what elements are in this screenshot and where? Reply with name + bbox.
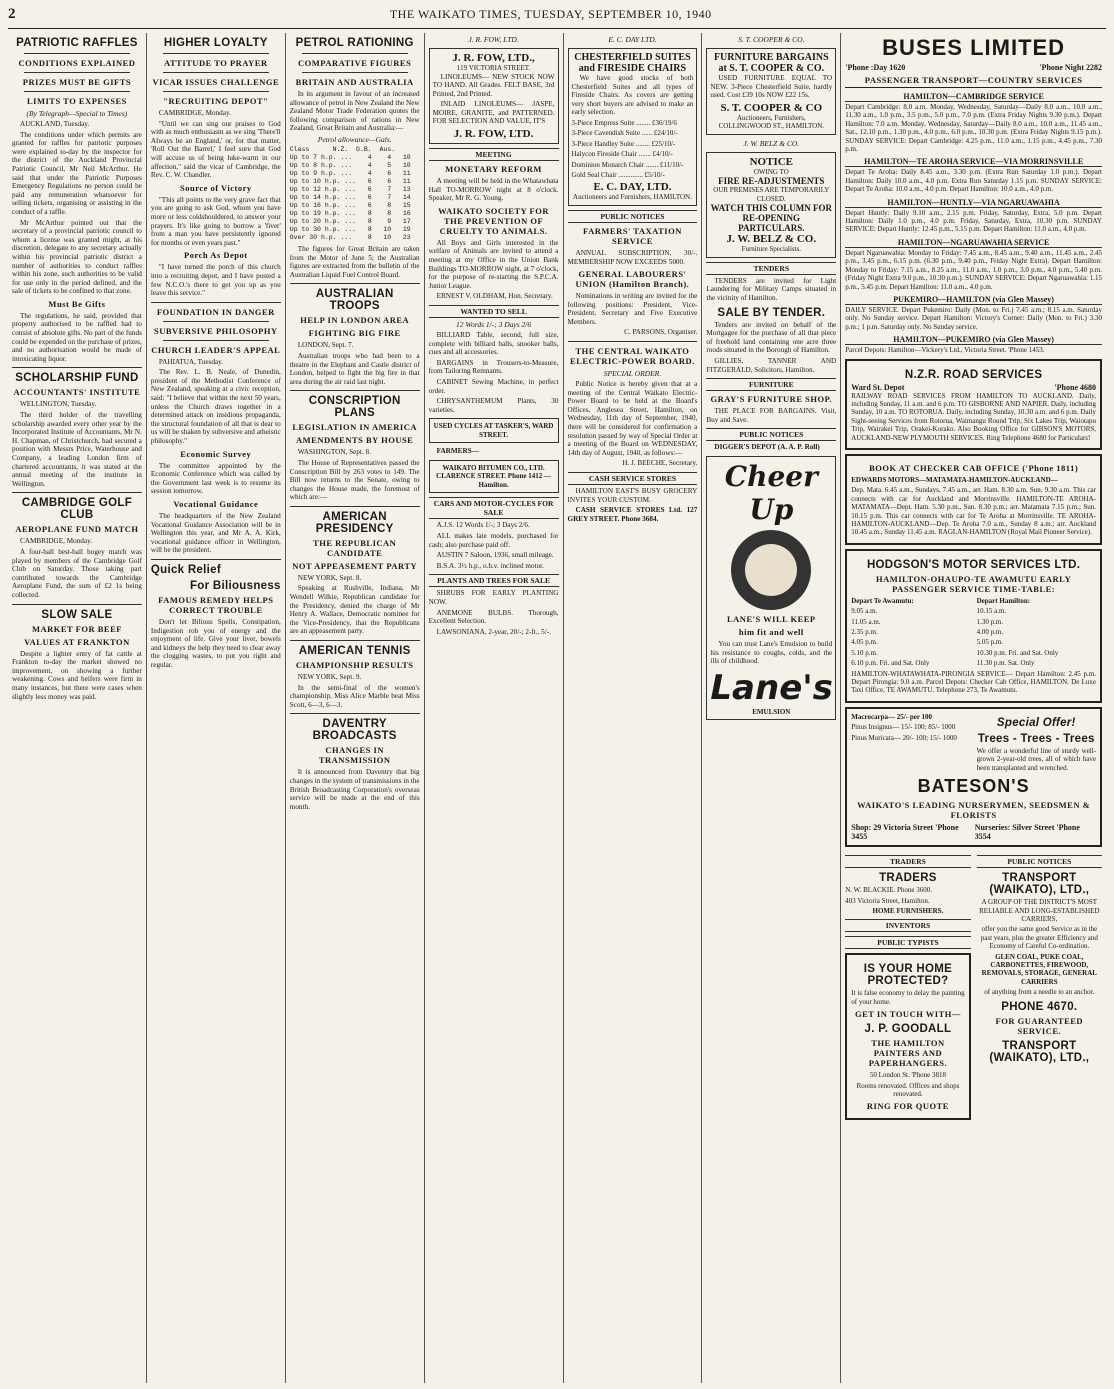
ring-quote: RING FOR QUOTE <box>866 1101 949 1112</box>
subheadline: CHANGES IN TRANSMISSION <box>318 745 391 766</box>
section-head: PLANTS AND TREES FOR SALE <box>429 574 559 587</box>
section-head: TENDERS <box>706 262 836 275</box>
special-offer: Special Offer! <box>996 716 1076 729</box>
table-head: Petrol allowance—Gals. <box>317 134 392 144</box>
crosshead: Source of Victory <box>180 182 252 193</box>
subheadline: SUBVERSIVE PHILOSOPHY <box>154 325 278 336</box>
timetable-entry: 9.05 a.m. <box>851 607 878 616</box>
price-item: 3-Piece Cavendish Suite ...... £24/10/- <box>571 129 678 138</box>
timetable-entry: 10.30 p.m. Fri. and Sat. Only <box>976 648 1059 657</box>
ad-sub: Auctioneers and Furnishers, HAMILTON. <box>573 193 692 202</box>
subheadline: NOT APPEASEMENT PARTY <box>292 560 418 571</box>
classified: LAWSONIANA, 2-year, 20/-; 2-ft., 5/-. <box>436 627 551 636</box>
price-item: Gold Seal Chair .............. £5/10/- <box>571 171 665 179</box>
ad-headline: FURNITURE BARGAINS at S. T. COOPER & CO. <box>713 52 829 74</box>
subheadline: AMENDMENTS BY HOUSE <box>296 435 414 446</box>
headline: AUSTRALIAN TROOPS <box>315 288 394 313</box>
goodall-advert <box>845 953 970 1120</box>
headline: PETROL RATIONING <box>295 37 414 49</box>
ad-text: USED FURNITURE EQUAL TO NEW. 3-Piece Chesterfield Suite, hardly used. Cost £39 10s NOW £22 15s. <box>710 74 833 100</box>
batesons-advert <box>845 707 1102 847</box>
classified: FARMERS— <box>436 447 479 456</box>
ad-signature: J. R. FOW, LTD. <box>453 128 534 141</box>
phone-day: 'Phone :Day 1620 <box>845 63 906 72</box>
table-rows: Up to 7 h.p. ... 4 4 10 Up to 8 h.p. ... 4 5 10 Up to 9 h.p. ... 4 6 11 Up to 10 h.p. ... 6 6 11 Up to 12 h.p. ... 6 7 13 Up to 14 h.p. ... 6 7 14 Up to 16 h.p. ... 6 8 15 Up to 19 h.p. ... 8 8 16 Up to 20 h.p. ... 8 9 17 Up to 30 h.p. ... 8 10 19 Over 30 h.p. ... 8 10 23 <box>289 153 411 241</box>
ad-subtitle: For Biliousness <box>189 579 281 592</box>
subheadline: THE REPUBLICAN CANDIDATE <box>313 537 397 558</box>
checker-cab-advert <box>845 454 1102 545</box>
traders-title: TRADERS <box>879 872 937 885</box>
ad-top-label: S. T. COOPER & CO. <box>738 35 805 44</box>
classified: ALL makes late models, purchased for cash; also purchase paid off. <box>428 532 559 549</box>
ad-line: NOTICE <box>749 155 794 168</box>
classified: ANEMONE BULBS. Thorough, Excellent Selection. <box>428 608 559 626</box>
subheadline: FIGHTING BIG FIRE <box>308 328 401 339</box>
section-head: WANTED TO SELL <box>429 305 559 318</box>
crosshead: Porch As Depot <box>184 250 248 261</box>
classified: CHRYSANTHEMUM Plants, 30 varieties. <box>428 397 559 414</box>
ad-top-label: J. R. FOW, LTD. <box>468 35 519 44</box>
subheadline: VICAR ISSUES CHALLENGE <box>152 77 280 87</box>
bus-services <box>845 92 1102 355</box>
goodall-addr: 50 London St. 'Phone 3818 <box>869 1071 946 1080</box>
column-7 <box>841 33 1106 1383</box>
ad-headline: FAMOUS REMEDY HELPS CORRECT TROUBLE <box>158 594 274 615</box>
notice-signature: GILLIES, TANNER AND FITZGERALD, Solicitors, Hamilton. <box>706 356 837 374</box>
classified: B.S.A. 3½ h.p., o.h.v. inclined motor. <box>436 561 544 570</box>
service-text: DAILY SERVICE. Depart Pukemiro: Daily (Mon. to Fri.) 7.45 a.m.; 8.15 a.m. Saturday only. No Sunday service. Depart Hamilton: Victory's Corner: Daily (Mon. to Fri.) 3.30 p.m.; 1 p.m. Saturday only. No Sunday service. <box>845 305 1102 331</box>
article-text: The headquarters of the New Zealand Vocational Guidance Association will be in Wellington this year, and Mr A. A. Kirk, vocational guidance officer in Wellington, will be the president. <box>150 512 281 555</box>
batesons-sub: WAIKATO'S LEADING NURSERYMEN, SEEDSMEN & FLORISTS <box>857 800 1091 821</box>
service-head: HAMILTON—HUNTLY—VIA NGARUAWAHIA <box>845 198 1102 208</box>
ad-text: Don't let Bilious Spells, Constipation, Indigestion rob you of energy and the enjoyment of life. Give your liver, bowels and kidneys the help they need to clear away the clogging wastes, to put you right and regular. <box>150 617 281 669</box>
article-text: The regulations, he said, provided that property authorised to be raffled had to consist of absolute gifts. No part of the funds could be expended on the purchase of prizes, and no authorisation would be made of intoxicating liquor. <box>12 311 142 363</box>
ad-brand: J. W. BELZ & CO. <box>726 233 817 246</box>
service-text: Depart Cambridge: 8.0 a.m. Monday, Wednesday, Saturday—Daily 8.0 a.m., 10.0 a.m., 11.30 a.m., 1.0 p.m., 3.5 p.m., 5.0 p.m., 7.0 p.m. (Extra Friday Nights 9.30 p.m.). Depart Hamilton: 7.0 a.m. Monday, Wednesday, Saturday—Daily 8.0 a.m., 10.0 a.m., 11.45 a.m., Sat., 12.10 p.m., 1.30 p.m., 4.0 p.m., 6.0 p.m., 10.30 p.m. (Extra Friday Nights 9.15 p.m.). SUNDAY SERVICE: Depart Cambridge: 4.25 p.m., 11.0 a.m., 1.15 p.m., 4.45 p.m., 7.30 p.m. <box>845 103 1102 154</box>
petrol-table <box>290 146 420 242</box>
headline: SLOW SALE <box>41 608 113 621</box>
goodall-foot: Rooms renovated. Offices and shops renovated. <box>856 1081 960 1098</box>
dateline: NEW YORK, Sept. 9. <box>297 673 362 682</box>
book-head: BOOK AT CHECKER CAB OFFICE ('Phone 1811) <box>869 462 1079 473</box>
home-question: IS YOUR HOME PROTECTED? <box>863 963 953 988</box>
timetable-entry: 11.05 a.m. <box>851 617 881 626</box>
hodg-timetable <box>851 597 1096 670</box>
ad-line: OWING TO <box>753 167 789 176</box>
service-text: Parcel Depots: Hamilton—Vickery's Ltd., Victoria Street. 'Phone 1453. <box>845 346 1045 355</box>
left-bottom <box>845 851 970 1124</box>
notice-title: GRAY'S FURNITURE SHOP. <box>710 394 833 405</box>
classified: A.J.S. 12 Words 1/-; 3 Days 2/6. <box>436 521 530 530</box>
headline: DAVENTRY BROADCASTS <box>312 718 397 743</box>
book-text: Dep. Mata. 6.45 a.m., Sundays, 7.45 a.m., arr. Ham. 8.30 a.m. Sun. 9.30 a.m. This car connects with car for Auckland and Morrinsville. HAMILTON-TE AROHA-MATAMATA—Dept. Ham. 5.30 p.m., Sun. 8.30 p.m.; arr. Matamata 7.15 p.m.; Sun. 10.15 p.m. This car connects with car for Te Aroha at Morrinsville. TE AROHA-HAMILTON-AUCKLAND—Dep. Te Aroha 7.0 a.m., Sunday 8 a.m.; arr. Auckland 10.45 a.m., Sunday 11.45 a.m. RAGLAN-HAMILTON (Royal Mail Pioneer Service). <box>851 486 1096 537</box>
ad-top-label: E. C. DAY LTD. <box>608 35 657 44</box>
nzr-depot: Ward St. Depot <box>851 382 905 392</box>
table-cols: Class N.Z. G.B. Aus. <box>289 145 396 153</box>
trees-text: We offer a wonderful line of sturdy well-grown 2-year-old trees, all of which have been transplanted and wrenched. <box>976 746 1096 772</box>
price-item: 3-Piece Handley Suite ........ £25/10/- <box>571 139 676 148</box>
timetable-entry: 5.10 p.m. <box>851 648 878 657</box>
notice-text: TENDERS are invited for Light Laundering for Military Camps situated in the vicinity of Hamilton. <box>706 276 837 302</box>
subheadline: LIMITS TO EXPENSES <box>27 96 127 106</box>
ad-sub: Furniture Specialists. <box>741 245 802 254</box>
notice-title: MONETARY REFORM <box>445 164 542 175</box>
crosshead: Must Be Gifts <box>48 298 106 309</box>
price-item: Halycon Fireside Chair ....... £4/10/- <box>571 150 673 159</box>
ad-top-label: J. W. BELZ & CO. <box>743 138 800 148</box>
subheadline: VALUES AT FRANKTON <box>24 636 130 647</box>
headline: PATRIOTIC RAFFLES <box>16 37 138 49</box>
subheadline: LEGISLATION IN AMERICA <box>292 422 418 433</box>
transport-brand: TRANSPORT (WAIKATO), LTD., <box>989 872 1090 897</box>
service-head: HAMILTON—CAMBRIDGE SERVICE <box>845 92 1102 102</box>
subheadline: ACCOUNTANTS' INSTITUTE <box>13 387 141 398</box>
ad-text: USED CYCLES AT TASKER'S, WARD STREET. <box>433 422 554 439</box>
nzr-phones <box>851 383 1096 392</box>
notice-sub: SPECIAL ORDER. <box>603 369 662 379</box>
ad-text: LINOLEUMS— NEW STOCK NOW TO HAND. All Grades. FELT BASE, 3rd Printed, 2nd Printed. <box>432 72 555 98</box>
columns <box>8 33 1106 1383</box>
section-head: PUBLIC NOTICES <box>568 210 698 223</box>
service-head: HAMILTON—TE AROHA SERVICE—VIA MORRINSVILLE <box>845 157 1102 167</box>
service-text: Depart Te Aroha: Daily 8.45 a.m., 3.30 p.m. (Extra Run Saturday 1.0 p.m.). Depart Hamilton: Daily 10.0 a.m., 4.0 p.m. Extra Run Saturday 1.15 p.m. SUNDAY SERVICE: Depart Te Aroha: 10.0 a.m., 4.0 p.m. Depart Hamilton: 10.0 a.m., 4.0 p.m. <box>845 168 1102 194</box>
bottom-adverts <box>845 851 1102 1124</box>
byline: (By Telegraph—Special to Times) <box>26 109 128 118</box>
subheadline: CONDITIONS EXPLAINED <box>18 58 136 68</box>
section-head: PUBLIC TYPISTS <box>845 936 970 949</box>
nzr-head: N.Z.R. ROAD SERVICES <box>904 368 1043 381</box>
ad-headline: CHESTERFIELD SUITES and FIRESIDE CHAIRS <box>574 52 691 74</box>
trader-line: N. W. BLACKIE. Phone 3600. <box>845 886 932 895</box>
hodg-left <box>851 597 970 670</box>
cycles-advert <box>429 418 559 443</box>
timetable-entry: 10.15 a.m. <box>976 607 1007 616</box>
batesons-shop: Shop: 29 Victoria Street 'Phone 3455 <box>851 823 959 842</box>
section-head: CARS AND MOTOR-CYCLES FOR SALE <box>429 497 559 519</box>
ad-text: You can trust Lane's Emulsion to build his resistance to coughs, colds, and the ills of childhood. <box>710 639 833 666</box>
transport-text: A GROUP OF THE DISTRICT'S MOST RELIABLE AND LONG-ESTABLISHED CARRIERS, <box>979 898 1100 923</box>
transport-list: GLEN COAL, PUKE COAL, CARBONETTES, FIREWOOD, REMOVALS, STORAGE, GENERAL CARRIERS <box>981 952 1097 986</box>
notice-text: ANNUAL SUBSCRIPTION, 30/-. MEMBERSHIP NOW EXCEEDS 5000. <box>567 248 698 266</box>
transport-phone: PHONE 4670. <box>1001 1000 1078 1013</box>
article-text: In the semi-final of the women's championship, Miss Alice Marble beat Miss Scott, 6—3, 6—3. <box>289 683 420 709</box>
notice-text: THE PLACE FOR BARGAINS. Visit, Buy and Save. <box>706 407 837 424</box>
section-head: INVENTORS <box>845 919 970 932</box>
notice-text: A meeting will be held in the Whatawhata Hall TO-MORROW night at 8 o'clock. Speaker, Mr R. G. Young. <box>428 177 559 203</box>
classified: BILLIARD Table, second, full size, complete with billiard balls, snooker balls, cues and all accessories. <box>428 331 559 357</box>
article-text: A four-ball best-ball bogey match was played by members of the Cambridge Golf Club on Saturday. Those taking part contributed towards the Cambridge Aeroplane Fund, the sum of £2 1s being collected. <box>12 547 142 599</box>
subheadline: BRITAIN AND AUSTRALIA <box>295 77 414 87</box>
dateline: AUCKLAND, Tuesday. <box>20 120 90 128</box>
price-item: 3-Piece Empress Suite ........ £36/19/6 <box>571 118 677 127</box>
dateline: WELLINGTON, Tuesday. <box>20 400 97 409</box>
transport-brand-2: TRANSPORT (WAIKATO), LTD., <box>989 1039 1090 1064</box>
crosshead: Vocational Guidance <box>173 499 259 509</box>
article-text: The House of Representatives passed the Conscription Bill by 263 votes to 149. The Bill now returns to the Senate, owing to changes the House made, the foremost of which are:— <box>289 458 420 502</box>
service-text: Depart Huntly: Daily 9.10 a.m., 2.15 p.m. Friday, Saturday, Extra, 5.0 p.m. Depart Hamilton: Daily 1.0 p.m., 4.0 p.m. Friday, Saturday, Extra, 10.30 p.m. SUNDAY SERVICE: Depart Huntly: 12.45 p.m., 5.15 p.m. Depart Hamilton: 11.0 a.m., 4.0 p.m. <box>845 208 1102 234</box>
notice-text: Public Notice is hereby given that at a meeting of the Central Waikato Electric-Power Board to be held at the Board's Offices, Anglesea Street, Hamilton, on Wednesday, 11th day of September, 1940, there will be considered for confirmation a resolution passed by way of Special Order at a meeting of the Board on WEDNESDAY, 14th day of August, 1940, as follows:— <box>567 380 698 457</box>
ad-title: Quick Relief <box>150 563 221 576</box>
notice-signature: C. PARSONS, Organiser. <box>624 328 698 337</box>
section-head: PUBLIC NOTICES <box>706 428 836 441</box>
subheadline: PRIZES MUST BE GIFTS <box>22 77 132 87</box>
transport-any: of anything from a needle to an anchor. <box>984 988 1095 997</box>
dateline: CAMBRIDGE, Monday. <box>20 537 93 546</box>
subheadline: FOUNDATION IN DANGER <box>156 306 275 317</box>
transport-guar: FOR GUARANTEED SERVICE. <box>995 1015 1084 1036</box>
hodg-sub: HAMILTON-OHAUPO-TE AWAMUTU EARLY PASSENGER SERVICE TIME-TABLE: <box>876 573 1072 594</box>
ad-sub: EMULSION <box>752 707 791 716</box>
ad-text: We have good stocks of both Chesterfield Suites and all types of Fireside Chairs. As covers are getting very short buyers are advised to make an early selection. <box>571 74 694 117</box>
timetable-entry: 4.05 p.m. <box>851 638 878 647</box>
nzr-phone: 'Phone 4680 <box>1054 382 1096 392</box>
column-1 <box>8 33 147 1383</box>
trees-banner: Trees - Trees - Trees <box>977 732 1095 745</box>
article-text: Despite a lighter entry of fat cattle at Frankton to-day the market showed no improvement, on showing a further weakening. Cows and heifers were firm in many instances, but there were cases when slightly less money was paid. <box>12 649 142 701</box>
article-text: The committee appointed by the Economic Conference which was called by the Government last week is to resume its session tomorrow. <box>150 461 281 496</box>
rate-line: 12 Words 1/-; 3 Days 2/6 <box>456 320 532 329</box>
ad-line: LANE'S WILL KEEP <box>727 613 816 624</box>
price-list <box>572 119 694 179</box>
notice-signature: ERNEST V. OLDHAM, Hon. Secretary. <box>436 292 553 301</box>
headline: AMERICAN TENNIS <box>298 645 411 658</box>
book-sub: EDWARDS MOTORS—MATAMATA-HAMILTON-AUCKLAND— <box>851 475 1058 484</box>
day-advert <box>568 48 698 206</box>
baby-image <box>731 530 811 610</box>
article-text: Speaking at Rushville, Indiana, Mr Wendell Wilkie, Republican candidate for the Presidency, denied the charge of Mr Henry A. Wallace, Democratic nominee for the Vice-Presidency, that the Republicans are an appeasement party. <box>289 584 420 636</box>
buses-phones <box>845 63 1102 72</box>
hodg-right-times <box>977 607 1096 667</box>
notice-title: SALE BY TENDER. <box>717 306 826 319</box>
article-text: In its argument in favour of an increased allowance of petrol in New Zealand the New Zealand Motor Trade Federation quotes the following comparison of rations in New Zealand, Great Britain and Australia:— <box>289 90 420 133</box>
article-text: It is announced from Daventry that big changes in the system of transmissions in the British Broadcasting Corporation's overseas service will be made at the end of this month. <box>289 768 420 811</box>
trader-line: 403 Victoria Street, Hamilton. <box>845 896 930 905</box>
buses-sub: PASSENGER TRANSPORT—COUNTRY SERVICES <box>845 75 1102 88</box>
notice-text: DIGGER'S DEPOT (A. A. P. Roll) <box>714 443 820 452</box>
article-text: "This all points to the very grave fact that you are going to ask God, whom you have more or less coldshouldered, to answer your prayers. It's like going to borrow a 'fiver' from a man you have persistently ignored for months or even years past." <box>150 195 281 247</box>
service-head: HAMILTON—NGARUAWAHIA SERVICE <box>845 238 1102 248</box>
right-bottom <box>977 851 1102 1124</box>
column-6 <box>702 33 841 1383</box>
ad-brand: Lane's <box>710 667 833 708</box>
notice-text: Nominations in writing are invited for the following positions: President, Vice-President, Secretary and Five Executive Members. <box>567 292 698 326</box>
crosshead: Economic Survey <box>180 448 252 459</box>
section-head: CASH SERVICE STORES <box>568 472 698 485</box>
section-head: PUBLIC NOTICES <box>977 855 1102 868</box>
classified: SHRUBS FOR EARLY PLANTING NOW. <box>428 589 559 606</box>
notice-signature: CASH SERVICE STORES Ltd. 127 GREY STREET. Phone 3684. <box>567 506 698 523</box>
buses-brand: BUSES LIMITED <box>882 35 1066 60</box>
notice-title: GENERAL LABOURERS' UNION (Hamilton Branch). <box>575 269 690 290</box>
batesons-nursery: Nurseries: Silver Street 'Phone 3554 <box>974 823 1080 842</box>
article-text: The Rev. L. B. Neale, of Dunedin, president of the Methodist Conference of New Zealand, speaking at a civic reception, said: "I believe that within the next 50 years, unless the Church draws together in a determined attack on insidious propaganda, the structural foundation of all that is dear to us will be shaken by subversive and atheistic philosophy." <box>150 368 281 446</box>
notice-title: WAIKATO SOCIETY FOR THE PREVENTION OF CRUELTY TO ANIMALS. <box>438 205 549 236</box>
goodall-sub: THE HAMILTON PAINTERS AND PAPERHANGERS. <box>868 1038 948 1069</box>
dateline: LONDON, Sept. 7. <box>297 341 354 350</box>
classified: CABINET Sewing Machine, in perfect order. <box>428 377 559 395</box>
column-4 <box>425 33 564 1383</box>
section-head: MEETING <box>429 148 559 161</box>
page-number: 2 <box>8 6 16 22</box>
timetable-entry: 5.05 p.m. <box>976 638 1004 647</box>
ad-brand: S. T. COOPER & CO <box>720 101 823 114</box>
service-head: PUKEMIRO—HAMILTON (via Glen Massey) <box>845 295 1102 305</box>
ad-line: him fit and well <box>738 626 804 637</box>
timetable-entry: 11.30 p.m. Sat. Only <box>976 659 1035 668</box>
pinus-insignus: Pinus Insignus— 15/- 100; 85/- 1000 <box>851 723 956 732</box>
pinus-muricata: Pinus Muricata— 20/- 100; 15/- 1000 <box>851 733 957 742</box>
belz-advert <box>706 152 836 258</box>
hodg-left-head: Depart Te Awamutu: <box>851 596 914 605</box>
fow-advert <box>429 48 559 144</box>
lanes-emulsion-advert <box>706 456 836 720</box>
masthead-title: THE WAIKATO TIMES, TUESDAY, SEPTEMBER 10, 1940 <box>389 7 712 21</box>
article-text: Mr McArthur pointed out that the secretary of a provincial patriotic council to whom a license was granted might, at his discretion, delegate to any secretary actually within his provincial patriotic district a number of authorities to conduct raffles within his zone, such authorities to be valid for use only in the period defined, and the sale of tickets to be confined to that zone. <box>12 218 142 296</box>
timetable-entry: 6.10 p.m. Fri. and Sat. Only <box>851 659 930 668</box>
goodall-brand: J. P. GOODALL <box>864 1023 952 1036</box>
ad-brand: E. C. DAY, LTD. <box>593 181 672 194</box>
hodg-foot: HAMILTON-WHATAWHATA-PIRONGIA SERVICE— Depart Hamilton: 2.45 p.m. Depart Pirongia: 9.0 a.m. Parcel Depots: Checker Cab Office, HAMILTON. De Luxe Taxi Office, TE AWAMUTU. Telephone 273, Te Awamutu. <box>851 669 1096 695</box>
headline: CAMBRIDGE GOLF CLUB <box>21 497 133 522</box>
hodgsons-advert <box>845 549 1102 703</box>
ad-sub: Auctioneers, Furnishers, COLLINGWOOD ST., HAMILTON. <box>718 113 825 131</box>
timetable-entry: 4.00 p.m. <box>976 628 1004 637</box>
cooper-advert <box>706 48 836 135</box>
article-text: "Until we can sing our praises to God with as much enthusiasm as we sing 'There'll Always be an England,' or, for that matter, 'Roll Out the Barrel,' I feel sure that God will accuse us of being luke-warm in our affection," said the vicar of Cambridge, the Rev. C. W. Chandler. <box>150 119 281 180</box>
notice-text: HAMILTON EAST'S BUSY GROCERY INVITES YOUR CUSTOM. <box>567 487 698 504</box>
headline: AMERICAN PRESIDENCY <box>315 510 394 535</box>
dateline: WASHINGTON, Sept. 8. <box>297 448 371 457</box>
classified: AUSTIN 7 Saloon, 1936, small mileage. <box>436 551 554 560</box>
subheadline: AEROPLANE FUND MATCH <box>15 524 139 535</box>
service-head: HAMILTON—PUKEMIRO (via Glen Massey) <box>845 335 1102 345</box>
column-2 <box>147 33 286 1383</box>
ad-text: INLAID LINOLEUMS— JASPE, MOIRE, GRANITE, and PATTERNED. FOR SELECTION AND VALUE, IT'S <box>432 100 555 126</box>
nzr-text: RAILWAY ROAD SERVICES FROM HAMILTON TO AUCKLAND. Daily, including Sunday, 11 a.m. and 6 p.m. TO GISBORNE AND NAPIER. Daily, including Sunday, 10 a.m. TO ROTORUA. Daily, including Sunday, 10.30 a.m. and 6 p.m. Daily Sight-seeing Services from Rotorua, Waimangu Round Trip, Six Lakes Trip, Waiotapu Trip, Wairakei Trip, Orakei-Korako. Also Booking Office for GIBSON'S MOTORS, AUCKLAND-NEW PLYMOUTH SERVICES. Ring Telephone 4680 for Particulars! <box>851 391 1096 442</box>
hodg-right-head: Depart Hamilton: <box>976 596 1031 605</box>
headline: SCHOLARSHIP FUND <box>15 372 139 385</box>
subheadline: HELP IN LONDON AREA <box>300 315 410 326</box>
subheadline: "RECRUITING DEPOT" <box>163 96 269 106</box>
column-3 <box>286 33 425 1383</box>
classified: BARGAINS in Trousers-to-Measure, from Tailoring Remnants. <box>428 358 559 376</box>
subheadline: COMPARATIVE FIGURES <box>298 58 412 68</box>
section-head: FURNITURE <box>706 378 836 391</box>
headline: HIGHER LOYALTY <box>163 37 268 49</box>
notice-title: THE CENTRAL WAIKATO ELECTRIC-POWER BOARD. <box>570 346 695 367</box>
timetable-entry: 1.30 p.m. <box>976 617 1004 626</box>
subheadline: CHURCH LEADER'S APPEAL <box>151 344 281 355</box>
dateline: PAHIATUA, Tuesday. <box>158 357 224 366</box>
phone-night: 'Phone Night 2282 <box>1039 63 1102 72</box>
subheadline: MARKET FOR BEEF <box>31 623 122 634</box>
hodg-left-times <box>851 607 970 667</box>
section-head: TRADERS <box>845 855 970 868</box>
price-item: Dominion Monarch Chair ....... £11/10/- <box>571 160 684 169</box>
subheadline: ATTITUDE TO PRAYER <box>163 58 268 68</box>
hodg-right <box>977 597 1096 670</box>
ad-text: WAIKATO BITUMEN CO., LTD. CLARENCE STREET. Phone 1412 — Hamilton. <box>436 463 551 489</box>
column-5 <box>564 33 703 1383</box>
subheadline: CHAMPIONSHIP RESULTS <box>295 660 414 671</box>
batesons-brand: BATESON'S <box>917 776 1030 797</box>
article-text: "I have turned the porch of this church into a recruiting depot, and I have posted a few N.C.O.'s there to get you up as you leave this service." <box>150 263 281 298</box>
ad-line: WATCH THIS COLUMN FOR RE-OPENING PARTICULARS. <box>710 203 833 234</box>
home-text: It is false economy to delay the painting of your home. <box>851 989 965 1006</box>
macrocarpa: Macrocarpa— 25/- per 100 <box>851 712 933 721</box>
bitumen-advert <box>429 460 559 494</box>
notice-text: All Boys and Girls interested in the welfare of Animals are invited to attend a meeting at my Office in the Union Bank Buildings TO-MORROW night, at 7 o'clock, for the purpose of re-starting the S.P.C.A. Junior League. <box>428 238 559 290</box>
headline: CONSCRIPTION PLANS <box>308 395 401 420</box>
article-text: The figures for Great Britain are taken from the Motor of June 5; the Australian figures are extracted from the bulletin of the Australian Liquid Fuel Control Board. <box>289 244 420 279</box>
ad-address: 119 VICTORIA STREET. <box>456 64 531 72</box>
timetable-entry: 2.35 p.m. <box>851 628 878 637</box>
hodg-head: HODGSON'S MOTOR SERVICES LTD. <box>866 558 1081 571</box>
service-text: Depart Ngaruawahia: Monday to Friday: 7.45 a.m., 8.45 a.m., 9.40 a.m., 11.45 a.m., 2.45 p.m., 3.45 p.m., 6.15 p.m. (6.30 p.m., 9.40 p.m., Friday Night Extra). Depart Hamilton: Monday to Friday: 7.15 a.m., 8.25 a.m., 11.0 a.m., 1.0 p.m., 3.0 p.m., 4.0 p.m., 5.40 p.m. (Friday Night Extra 9.0 p.m., 10.30 p.m.). SUNDAY SERVICE: Depart Ngaruawahia: 1.15 p.m., 5.45 p.m. Depart Hamilton: 11.0 a.m., 4.0 p.m. <box>845 248 1102 291</box>
dateline: NEW YORK, Sept. 8. <box>297 573 362 582</box>
article-text: Australian troops who had been to a theatre in the Elephant and Castle district of London, helped to fight the big fire in that area during the air raid last night. <box>289 351 420 386</box>
transport-text: offer you the same good Service as in the past years, plus the greater Efficiency and Economy of Careful Co-ordination. <box>980 925 1098 951</box>
notice-text: Tenders are invited on behalf of the Mortgagee for the purchase of all that piece of freehold land containing one acre three roods situated in the Borough of Hamilton. <box>706 320 837 355</box>
notice-title: FARMERS' TAXATION SERVICE <box>583 225 682 246</box>
ad-headline: Cheer Up <box>724 459 818 526</box>
article-text: The conditions under which permits are granted for raffles for patriotic purposes were explained to-day by the inspector for the district of the Auckland Provincial Patriotic Council, Mr Neil McArthur. He said that under the Patriotic Purposes Emergency Regulations no person could be paid any remuneration whatsoever for selling tickets, organising or assisting in the conduct of a raffle. <box>12 130 142 216</box>
dateline: CAMBRIDGE, Monday. <box>158 109 231 117</box>
masthead <box>8 6 1106 29</box>
ad-line: OUR PREMISES ARE TEMPORARILY CLOSED. <box>713 186 830 203</box>
article-text: The third holder of the travelling scholarship awarded every other year by the Incorporated Institute of Accountants, Mr N. H. Chapman, of Christchurch, had secured a position with Messrs Price, Waterhouse and Company, a leading London firm of chartered accountants, it was stated at the annual meeting of the institute in Wellington. <box>12 411 142 488</box>
trader-line: HOME FURNISHERS. <box>872 906 944 915</box>
notice-signature: H. J. BEECHE, Secretary. <box>622 459 698 468</box>
nzr-advert <box>845 359 1102 450</box>
ad-brand: J. R. FOW, LTD., <box>452 52 535 64</box>
home-touch: GET IN TOUCH WITH— <box>854 1009 961 1020</box>
ad-line: FIRE RE-ADJUSTMENTS <box>718 176 825 187</box>
